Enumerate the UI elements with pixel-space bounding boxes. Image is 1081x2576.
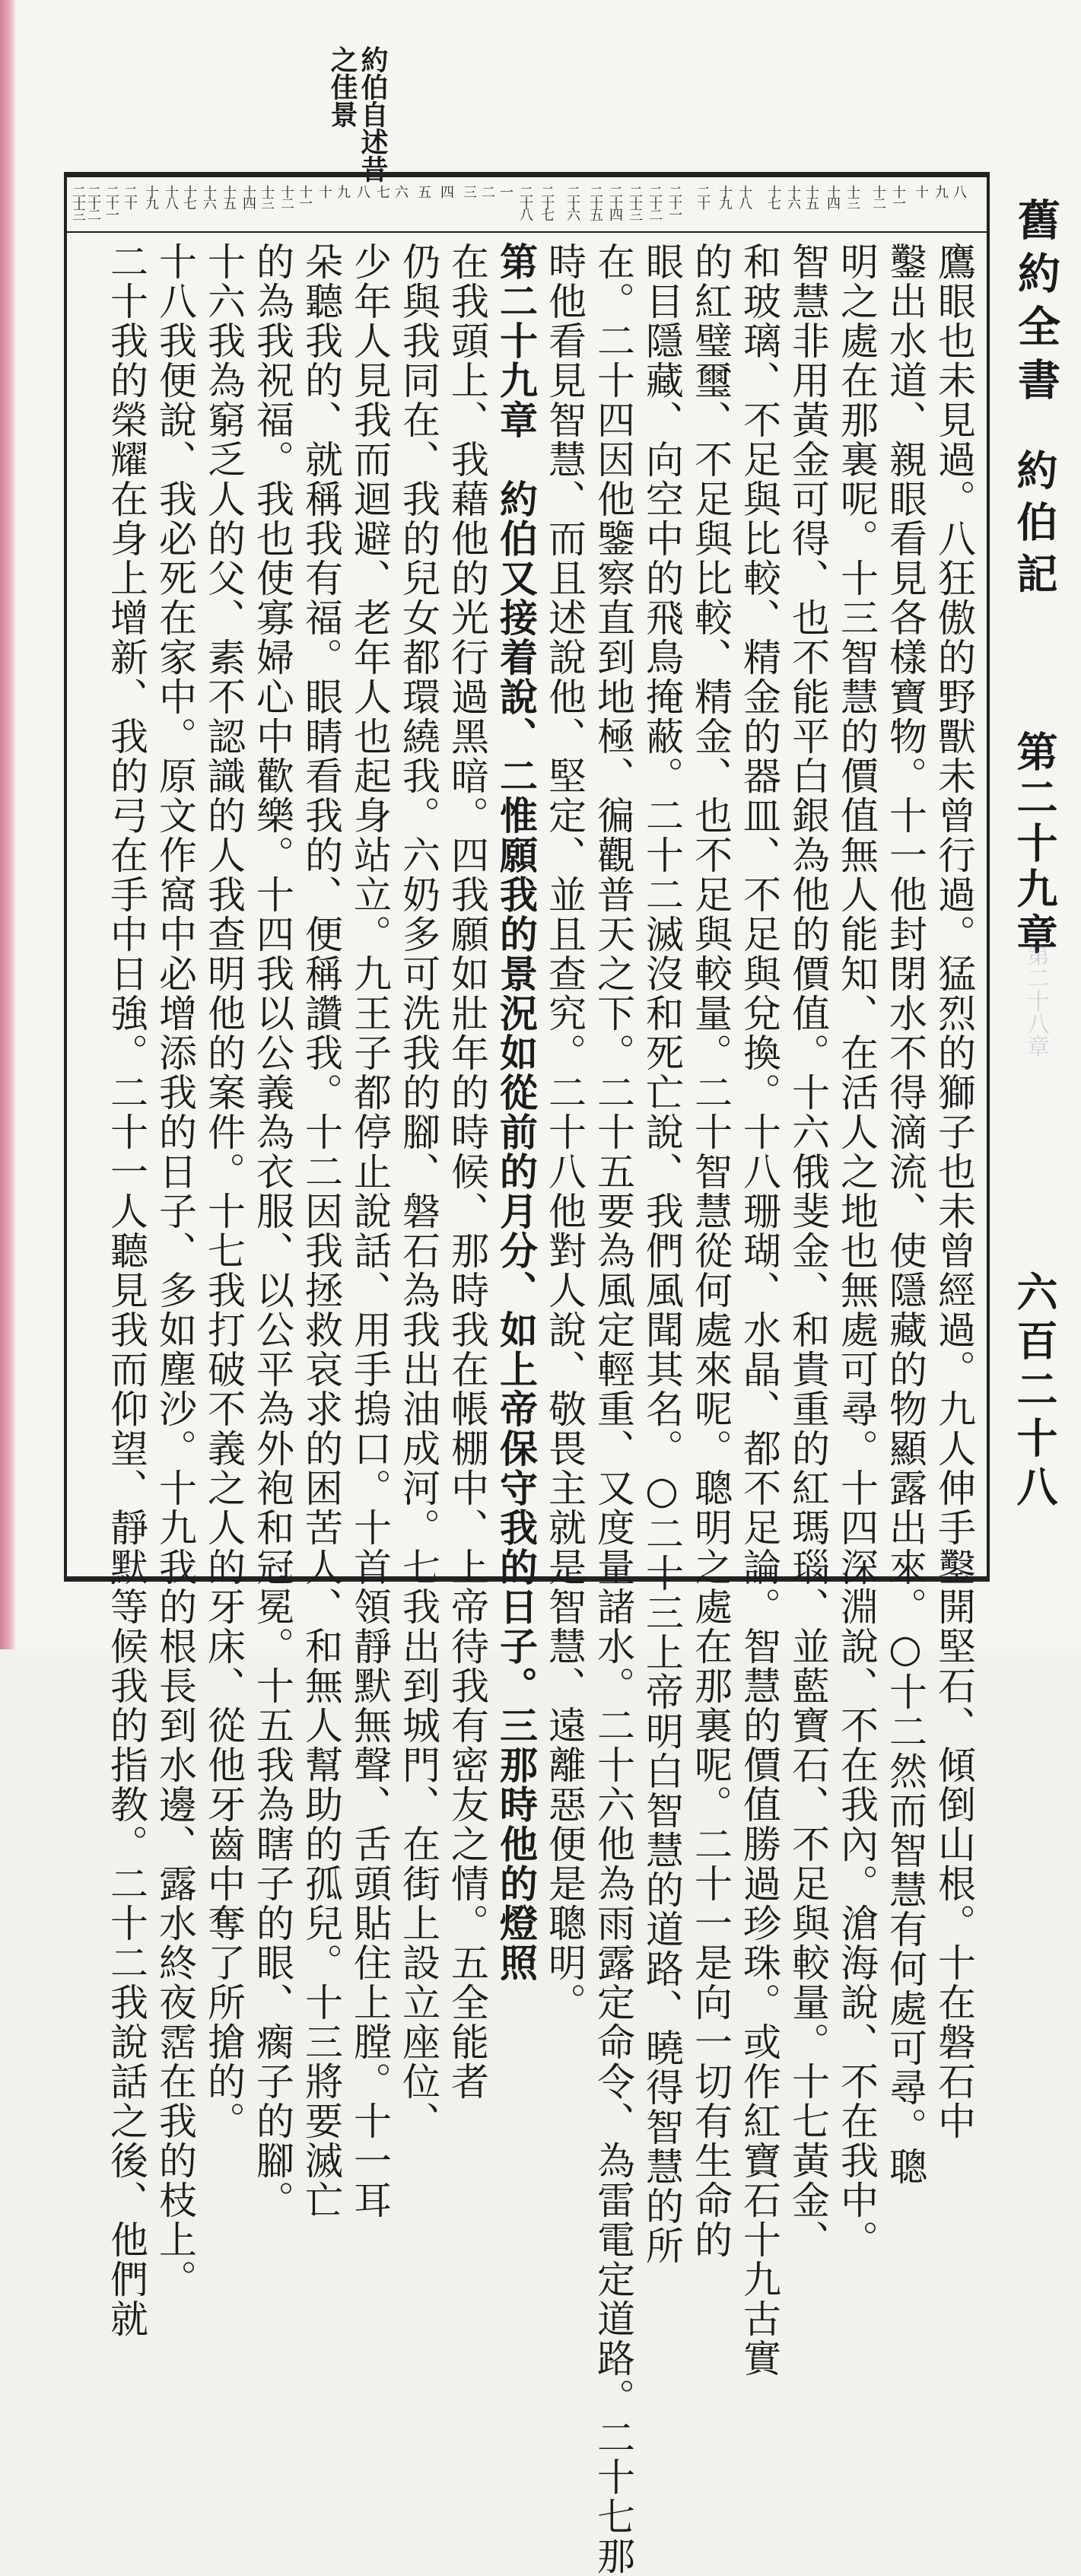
verse-marker: 二十三: [627, 185, 643, 219]
text-column: 十八我便說、我必死在家中。原文作窩中必增添我的日子、多如塵沙。十九我的根長到水邊、露水終夜霑在我的枝上。: [153, 242, 197, 2299]
text-column: 鷹眼也未見過。八狂傲的野獸未曾行過。猛烈的獅子也未曾經過。九人伸手鑿開堅石、傾倒山根。十在磐石中: [932, 242, 976, 2141]
text-column: 的為我祝福。我也使寡婦心中歡樂。十四我以公義為衣服、以公平為外袍和冠冕。十五我為瞎子的眼、瘸子的腳。: [250, 242, 294, 2220]
text-column: 少年人見我而迴避、老年人也起身站立。九王子都停止說話、用手摀口。十首領靜默無聲、舌頭貼住上膛。十一耳: [348, 242, 392, 2220]
text-column: 在。二十四因他鑒察直到地極、徧觀普天之下。二十五要為風定輕重、又度量諸水。二十六他為雨露定命令、為雷電定道路。二十七那: [591, 242, 635, 2576]
text-column: 在我頭上、我藉他的光行過黑暗。四我願如壯年的時候、那時我在帳棚中、上帝待我有密友之情。五全能者: [445, 242, 489, 2101]
verse-marker: 十一: [297, 185, 313, 208]
text-column: 智慧非用黃金可得、也不能平白銀為他的價值。十六俄斐金、和貴重的紅瑪瑙、並藍寶石、不足與較量。十七黃金、: [786, 242, 830, 2260]
verse-marker: 十: [913, 185, 929, 196]
verse-marker: 一: [498, 185, 513, 196]
text-column: 二十我的榮耀在身上增新、我的弓在手中日強。二十一人聽見我而仰望、靜默等候我的指教。二十二我說話之後、他們就: [104, 242, 148, 2339]
verse-marker: 二十二: [647, 185, 663, 219]
verse-marker: 二十: [695, 185, 711, 208]
verse-marker: 九: [933, 185, 949, 196]
verse-marker: 二十: [122, 185, 138, 208]
text-column: 鑿出水道、親眼看見各樣寶物。十一他封閉水不得滴流、使隱藏的物顯露出來。○十二然而智慧有何處可尋。聰: [883, 242, 927, 2186]
verse-marker: 十六: [201, 185, 217, 208]
verse-marker: 二十二: [85, 185, 101, 219]
page-number: 六百二十八: [1010, 1271, 1059, 1514]
verse-marker: 二十一: [103, 185, 119, 219]
text-column: 和玻璃、不足與比較、精金的器皿、不足與兌換。十八珊瑚、水晶、都不足論。智慧的價值勝過珍珠。或作紅寶石十九古實: [737, 242, 781, 2378]
verse-marker: 十八: [736, 185, 752, 208]
verse-marker: 二十三: [70, 185, 86, 219]
verse-marker: 五: [415, 185, 431, 196]
chapter-opening-column: 第二十九章 約伯又接着說、二惟願我的景況如從前的月分、如上帝保守我的日子。三那時他的燈照: [494, 242, 539, 1983]
verse-marker: 八: [951, 185, 967, 196]
book-spine-edge: [0, 0, 15, 1649]
verse-marker: 二十四: [607, 185, 623, 219]
verse-marker: 十: [316, 185, 332, 196]
verse-marker: 十一: [890, 185, 906, 208]
text-column: 仍與我同在、我的兒女都環繞我。六奶多可洗我的腳、磐石為我出油成河。七我出到城門、在街上設立座位、: [396, 242, 440, 2141]
verse-marker: 八: [355, 185, 370, 196]
running-head-divider: [988, 172, 990, 1582]
text-column: 時他看見智慧、而且述說他、堅定、並且查究。二十八他對人說、敬畏主就是智慧、遠離惡便是聰明。: [542, 242, 587, 2022]
verse-marker: 十七: [181, 185, 197, 208]
verse-marker: 四: [438, 185, 454, 196]
text-column: 的紅璧璽、不足與比較、精金、也不足與較量。二十智慧從何處來呢。聰明之處在那裏呢。二十一是向一切有生命的: [688, 242, 733, 2260]
margin-note-line-1: 約伯自述昔: [357, 46, 389, 183]
text-column: 朵聽我的、就稱我有福。眼睛看我的、便稱讚我。十二因我拯救哀求的困苦人、和無人幫助的孤兒。十三將要滅亡: [299, 242, 343, 2220]
verse-marker: 十五: [221, 185, 237, 208]
verse-marker: 二十六: [564, 185, 580, 219]
verse-marker: 十三: [844, 185, 860, 208]
verse-marker: 二十七: [539, 185, 555, 219]
verse-marker: 十五: [803, 185, 819, 208]
verse-marker: 九: [335, 185, 351, 196]
verse-marker: 二十五: [587, 185, 603, 219]
verse-marker: 十八: [163, 185, 179, 208]
book-page: [15, 0, 1081, 2576]
verse-marker: 二: [479, 185, 495, 196]
text-column: 眼目隱藏、向空中的飛鳥掩蔽。二十二滅沒和死亡說、我們風聞其名。○二十三上帝明白智慧的道路、曉得智慧的所: [640, 242, 684, 2266]
chapter-label: 第二十九章: [1010, 730, 1059, 959]
verse-marker: 十三: [259, 185, 275, 208]
margin-note-line-2: 之佳景: [326, 46, 358, 128]
verse-marker: 十六: [785, 185, 801, 208]
verse-marker: 二十八: [517, 185, 533, 219]
verse-marker: 十二: [870, 185, 886, 208]
verse-marker: 二十一: [666, 185, 682, 219]
book-name: 約伯記: [1010, 449, 1059, 604]
text-column: 十六我為窮乏人的父、素不認識的人我查明他的案件。十七我打破不義之人的牙床、從他牙齒中奪了所搶的。: [202, 242, 246, 2141]
text-column: 明之處在那裏呢。十三智慧的價值無人能知、在活人之地也無處可尋。十四深淵說、不在我內。滄海說、不在我中。: [835, 242, 879, 2260]
verse-marker: 十二: [278, 185, 294, 208]
verse-marker: 十四: [240, 185, 256, 208]
verse-marker: 十九: [717, 185, 733, 208]
show-through-text: 第二十八章: [1022, 943, 1049, 1057]
verse-marker: 三: [461, 185, 477, 196]
verse-marker: 十四: [825, 185, 841, 208]
running-head-title: 舊約全書: [1011, 198, 1061, 411]
verse-marker: 六: [393, 185, 409, 196]
verse-marker: 十七: [765, 185, 781, 208]
verse-marker: 十九: [143, 185, 159, 208]
verse-marker: 七: [374, 185, 390, 196]
